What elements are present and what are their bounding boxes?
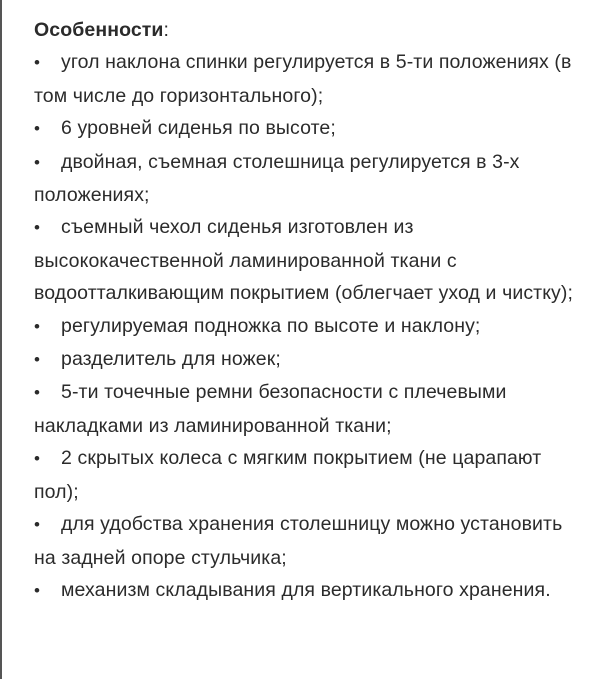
list-item-text: 6 уровней сиденья по высоте; [61,117,336,140]
list-item-text: двойная, съемная столешница регулируется в 3-х положениях; [34,150,520,207]
section-heading [34,14,574,46]
list-item-text: механизм складывания для вертикального хранения. [61,578,551,601]
list-item [34,442,574,508]
list-item-text: 5-ти точечные ремни безопасности с плечевыми накладками из ламинированной ткани; [34,381,507,437]
list-item-text: для удобства хранения столешницу можно установить на задней опоре стульчика; [34,513,563,569]
list-item-text: съемный чехол сиденья изготовлен из высококачественной ламинированной ткани с водоотталкивающим покрытием (облегчает уход и чистку); [34,216,574,305]
bullet-icon: • [34,515,41,535]
list-item [34,211,574,309]
list-item [34,574,574,607]
features-section [34,14,574,607]
list-item-text: разделитель для ножек; [61,348,281,371]
left-border [0,0,2,679]
list-item [34,46,574,112]
list-item [34,146,574,212]
list-item [34,508,574,574]
features-list [34,46,574,607]
bullet-icon: • [34,580,41,600]
list-item [34,343,574,376]
bullet-icon: • [34,383,41,403]
list-item [34,310,574,343]
bullet-icon: • [34,449,41,469]
list-item-text: регулируемая подножка по высоте и наклону; [61,314,481,337]
heading-title: Особенности [34,19,164,41]
list-item-text: угол наклона спинки регулируется в 5-ти положениях (в том числе до горизонтального); [34,51,572,107]
bullet-icon: • [34,350,41,370]
bullet-icon: • [34,119,41,139]
list-item [34,112,574,145]
list-item-text: 2 скрытых колеса с мягким покрытием (не царапают пол); [34,447,542,503]
bullet-icon: • [34,152,41,172]
bullet-icon: • [34,218,41,238]
list-item [34,376,574,442]
heading-colon: : [163,19,170,41]
bullet-icon: • [34,53,41,73]
bullet-icon: • [34,316,41,336]
